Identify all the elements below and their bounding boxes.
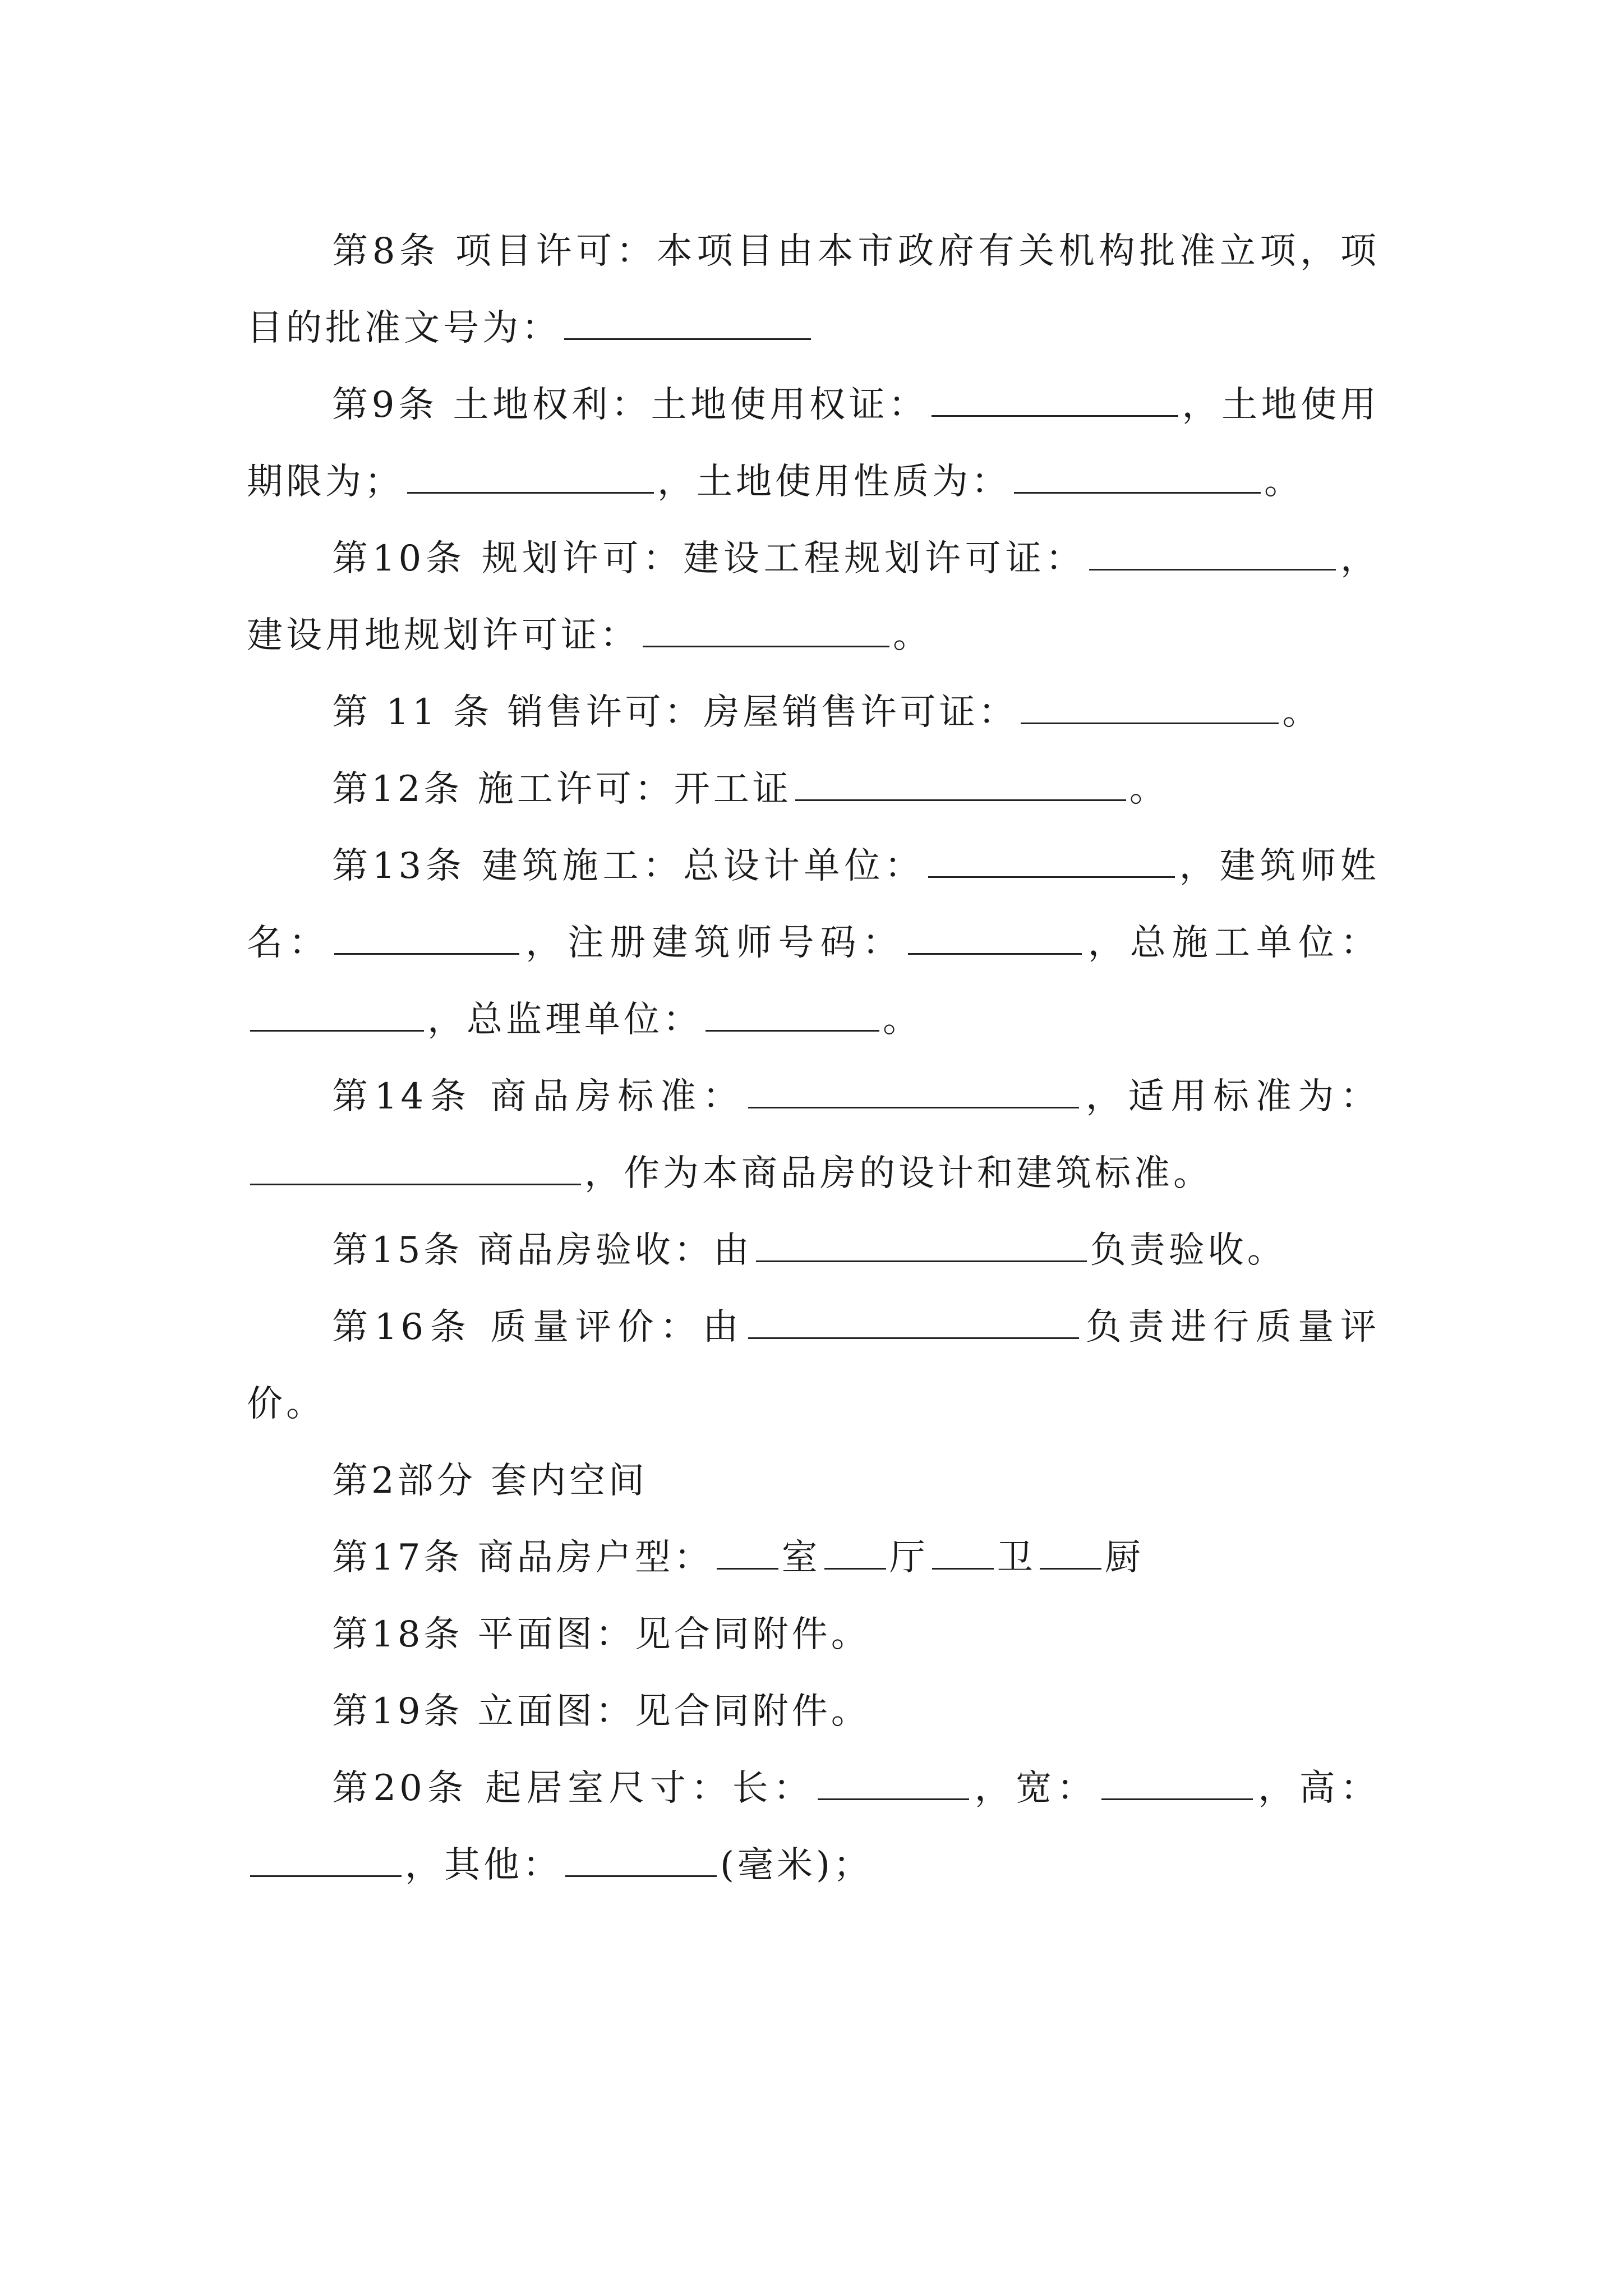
- article-20: [247, 1750, 1380, 1904]
- article-16: [247, 1289, 1380, 1443]
- design-unit-blank[interactable]: [928, 844, 1175, 878]
- article-10: [247, 521, 1380, 674]
- article-9: [247, 367, 1380, 521]
- article-13-mid1: ，建筑师姓名：: [247, 845, 1380, 964]
- article-17: [247, 1520, 1380, 1596]
- article-11: [247, 674, 1380, 751]
- land-planning-permit-blank[interactable]: [643, 613, 889, 647]
- architect-name-blank[interactable]: [334, 921, 519, 955]
- height-blank[interactable]: [250, 1843, 402, 1877]
- article-15-head: 第15条 商品房验收：由: [332, 1230, 753, 1271]
- article-20-mid2: ，高：: [1256, 1768, 1380, 1809]
- article-10-head: 第10条 规划许可：建设工程规划许可证：: [332, 538, 1086, 579]
- housing-standard-blank[interactable]: [748, 1074, 1079, 1108]
- width-blank[interactable]: [1101, 1766, 1253, 1800]
- article-17-head: 第17条 商品房户型：: [332, 1537, 713, 1579]
- article-9-tail: 。: [1264, 461, 1303, 503]
- hall-count-blank[interactable]: [824, 1535, 886, 1570]
- land-use-term-blank[interactable]: [407, 459, 654, 494]
- article-11-tail: 。: [1282, 692, 1322, 733]
- kitchen-label: 厨: [1104, 1537, 1144, 1579]
- article-8: [247, 213, 1380, 367]
- article-14-mid: ，适用标准为：: [1082, 1076, 1380, 1117]
- quality-evaluator-blank[interactable]: [748, 1305, 1079, 1339]
- article-12-tail: 。: [1129, 769, 1169, 810]
- part-2-title: 第2部分 套内空间: [332, 1460, 648, 1502]
- article-13-mid3: ，总施工单位：: [1085, 922, 1380, 964]
- article-9-mid2: ，土地使用性质为：: [657, 461, 1011, 503]
- article-20-mid1: ，宽：: [972, 1768, 1098, 1809]
- applicable-standard-blank[interactable]: [250, 1151, 581, 1185]
- article-19: 第19条 立面图：见合同附件。: [332, 1691, 870, 1732]
- article-12-head: 第12条 施工许可：开工证: [332, 769, 792, 810]
- bath-count-blank[interactable]: [932, 1535, 994, 1570]
- other-dimension-blank[interactable]: [565, 1843, 717, 1877]
- article-15: [247, 1212, 1380, 1289]
- kitchen-count-blank[interactable]: [1040, 1535, 1101, 1570]
- article-10-mid: ，建设用地规划许可证：: [247, 538, 1380, 656]
- contract-body: [247, 213, 1380, 1904]
- article-10-tail: 。: [893, 615, 932, 656]
- article-12: [247, 751, 1380, 828]
- article-16-tail: 负责进行质量评价。: [247, 1306, 1380, 1425]
- room-label: 室: [781, 1537, 821, 1579]
- hall-label: 厅: [889, 1537, 929, 1579]
- land-use-certificate-blank[interactable]: [932, 383, 1178, 417]
- article-13-tail: 。: [883, 999, 922, 1041]
- sales-permit-blank[interactable]: [1021, 690, 1279, 724]
- article-14: [247, 1059, 1380, 1212]
- article-13: [247, 828, 1380, 1059]
- approval-number-blank[interactable]: [564, 306, 811, 340]
- room-count-blank[interactable]: [717, 1535, 778, 1570]
- article-8-text: 第8条 项目许可：本项目由本市政府有关机构批准立项，项目的批准文号为：: [247, 231, 1380, 349]
- construction-permit-blank[interactable]: [795, 767, 1126, 801]
- acceptance-party-blank[interactable]: [756, 1228, 1087, 1262]
- article-14-tail: ，作为本商品房的设计和建筑标准。: [584, 1153, 1212, 1194]
- length-blank[interactable]: [818, 1766, 969, 1800]
- article-9-mid1: ，土地使用期限为；: [247, 384, 1380, 503]
- article-16-head: 第16条 质量评价：由: [332, 1306, 745, 1348]
- land-use-nature-blank[interactable]: [1014, 459, 1261, 494]
- article-20-tail: (毫米)；: [720, 1844, 873, 1886]
- article-18: 第18条 平面图：见合同附件。: [332, 1614, 870, 1655]
- article-9-head: 第9条 土地权利：土地使用权证：: [332, 384, 928, 426]
- article-13-mid4: ，总监理单位：: [427, 999, 702, 1041]
- planning-permit-blank[interactable]: [1089, 536, 1336, 570]
- article-20-head: 第20条 起居室尺寸：长：: [332, 1768, 815, 1809]
- architect-number-blank[interactable]: [908, 921, 1082, 955]
- contractor-blank[interactable]: [250, 997, 424, 1032]
- article-14-head: 第14条 商品房标准：: [332, 1076, 745, 1117]
- article-11-head: 第 11 条 销售许可：房屋销售许可证：: [332, 692, 1018, 733]
- article-13-mid2: ，注册建筑师号码：: [523, 922, 905, 964]
- bath-label: 卫: [997, 1537, 1036, 1579]
- supervisor-blank[interactable]: [706, 997, 879, 1032]
- article-15-tail: 负责验收。: [1090, 1230, 1287, 1271]
- article-13-head: 第13条 建筑施工：总设计单位：: [332, 845, 925, 887]
- article-20-mid3: ，其他：: [405, 1844, 562, 1886]
